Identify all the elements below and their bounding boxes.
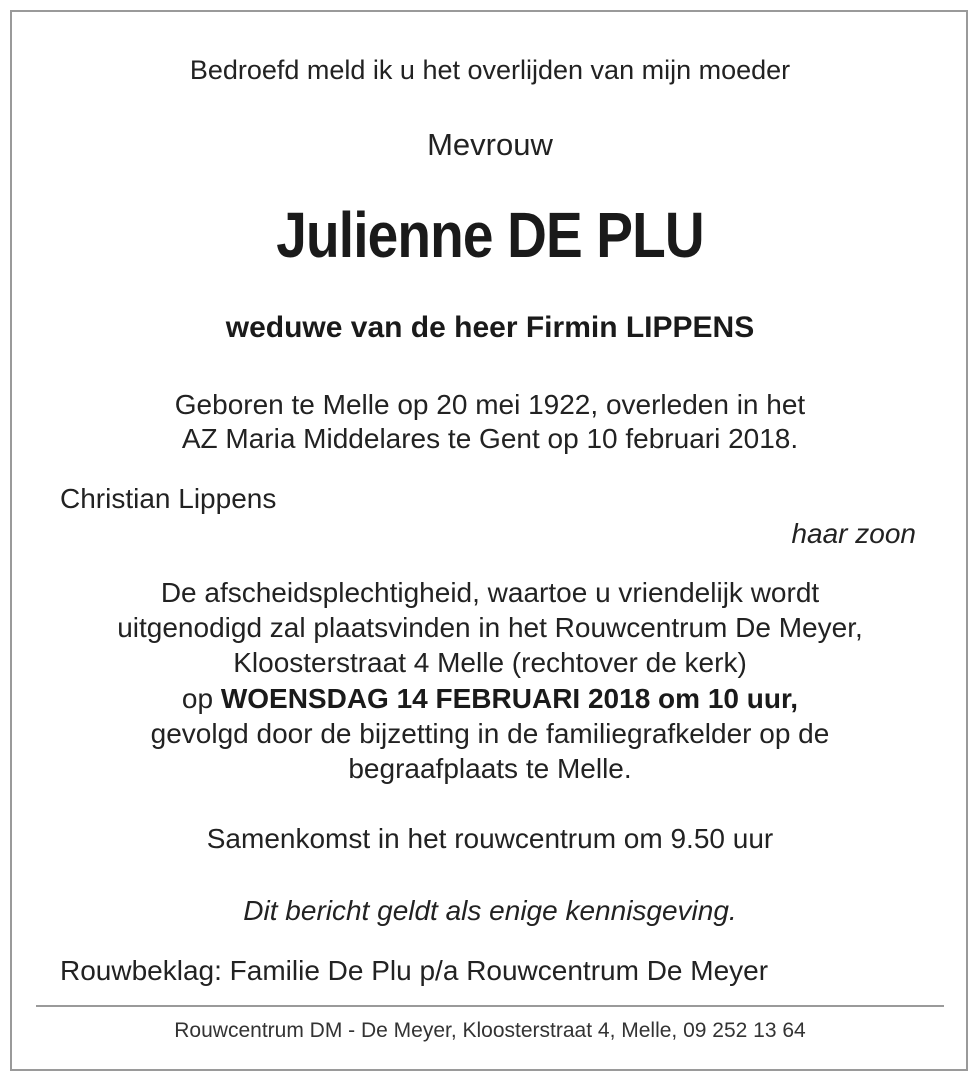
birth-death-line-2: AZ Maria Middelares te Gent op 10 februari 2018. [181,423,799,454]
gathering-text: Samenkomst in het rouwcentrum om 9.50 uur [206,823,774,854]
footer-divider [36,1005,944,1007]
mourner-relation: haar zoon [791,518,916,549]
ceremony-line-3: Kloosterstraat 4 Melle (rechtover de kerk) [233,647,747,678]
only-notice-text: Dit bericht geldt als enige kennisgeving. [243,895,737,926]
ceremony-date: WOENSDAG 14 FEBRUARI 2018 om 10 uur, [220,683,799,714]
footer-text: Rouwcentrum DM - De Meyer, Kloosterstraat 4, Melle, 09 252 13 64 [174,1019,806,1042]
birth-death-line-1: Geboren te Melle op 20 mei 1922, overleden in het [174,389,806,420]
ceremony-date-line [0,683,980,715]
ceremony-line-6: begraafplaats te Melle. [348,753,632,784]
widow-of-text: weduwe van de heer Firmin LIPPENS [225,311,755,344]
mourner-name: Christian Lippens [60,483,277,514]
ceremony-date-prefix: op [181,683,221,714]
condolence-address: Rouwbeklag: Familie De Plu p/a Rouwcentrum De Meyer [60,955,769,986]
salutation-title: Mevrouw [427,127,553,162]
deceased-name: Julienne DE PLU [276,199,704,271]
ceremony-line-1: De afscheidsplechtigheid, waartoe u vriendelijk wordt [160,577,820,608]
intro-text: Bedroefd meld ik u het overlijden van mijn moeder [189,55,791,85]
ceremony-line-2: uitgenodigd zal plaatsvinden in het Rouwcentrum De Meyer, [117,612,863,643]
ceremony-line-5: gevolgd door de bijzetting in de familiegrafkelder op de [150,718,830,749]
